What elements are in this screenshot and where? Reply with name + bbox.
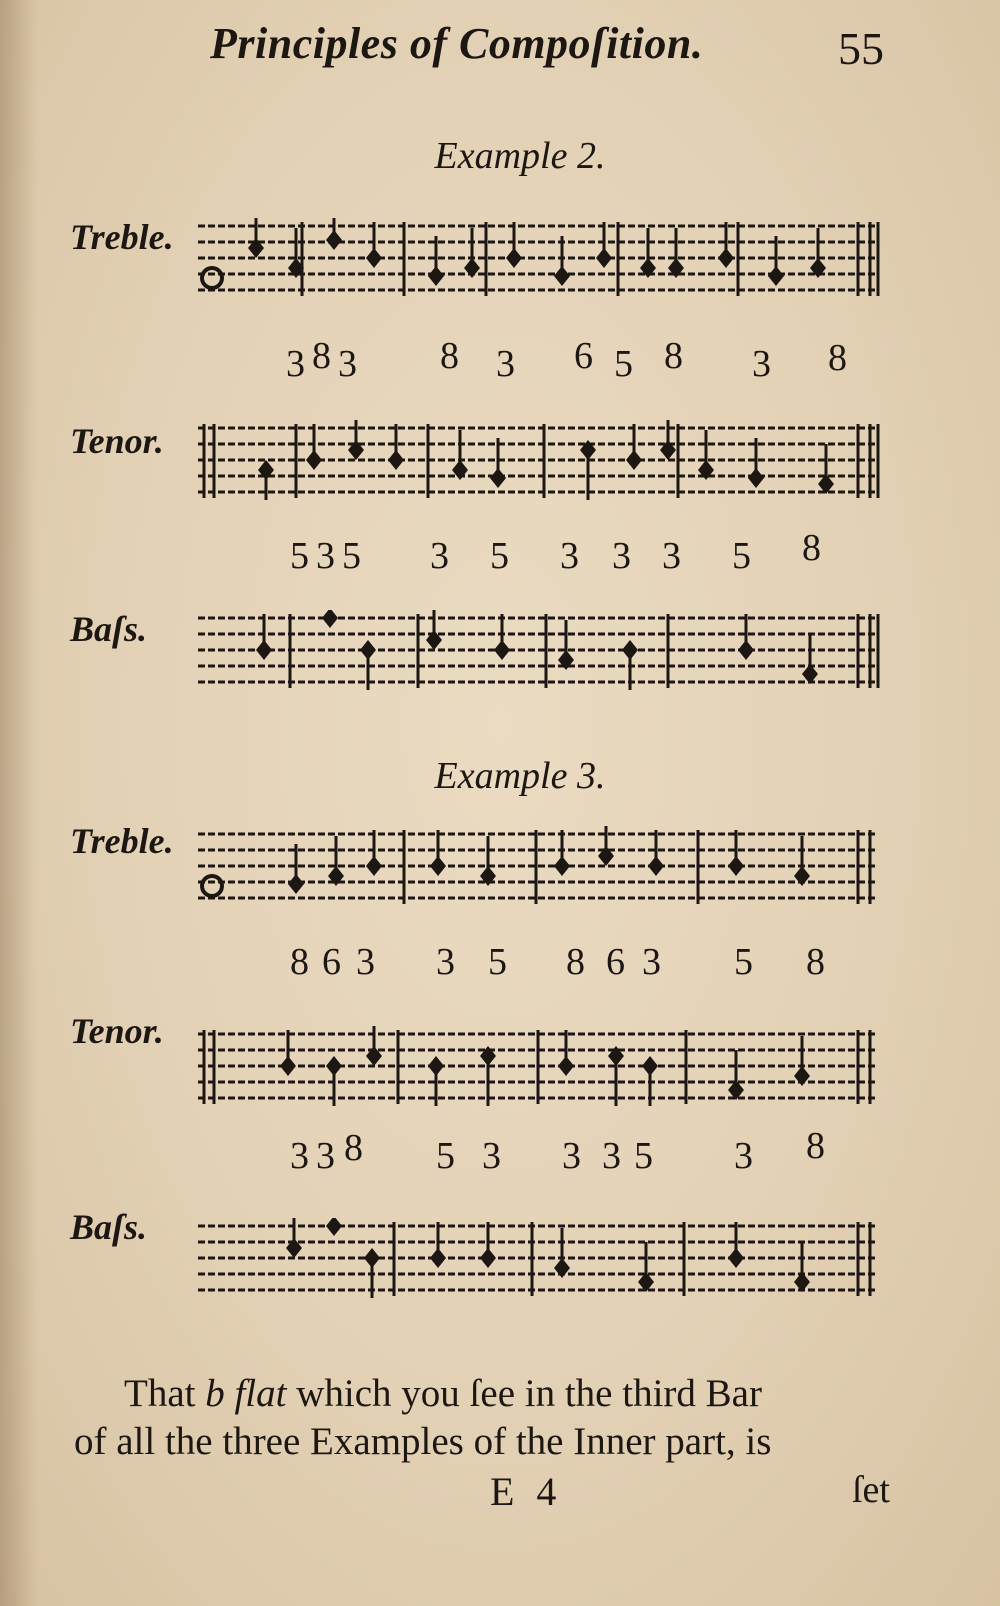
music-staff-icon — [198, 1218, 898, 1298]
figure: 8 — [440, 335, 459, 377]
example-2-tenor-label: Tenor. — [70, 421, 164, 461]
music-staff-icon — [198, 826, 898, 906]
example-2-bass-staff — [198, 610, 898, 690]
example-3-tenor-figures — [0, 1125, 1000, 1180]
music-staff-icon — [198, 218, 898, 298]
figure: 8 — [806, 941, 825, 983]
figure: 6 — [322, 941, 341, 983]
example-3-tenor-label: Tenor. — [70, 1011, 164, 1051]
figure: 3 — [562, 1135, 581, 1177]
body-text-line-2: of all the three Examples of the Inner part, is — [74, 1420, 772, 1463]
figure: 8 — [802, 527, 821, 569]
figure: 3 — [316, 535, 335, 577]
figure: 5 — [634, 1135, 653, 1177]
figure: 3 — [752, 343, 771, 385]
body-text-segment: which you ſee in the third Bar — [286, 1372, 762, 1415]
figure: 6 — [606, 941, 625, 983]
example-3-treble-figures — [0, 940, 1000, 986]
body-text-segment: That — [124, 1372, 206, 1415]
signature-mark: E 4 — [490, 1469, 563, 1514]
figure: 8 — [344, 1127, 363, 1169]
example-2-treble-staff — [198, 218, 898, 298]
music-staff-icon — [198, 610, 898, 690]
figure: 6 — [574, 335, 593, 377]
figure: 5 — [290, 535, 309, 577]
figure: 3 — [662, 535, 681, 577]
figure: 3 — [290, 1135, 309, 1177]
example-2-title: Example 2. — [434, 135, 606, 177]
figure: 3 — [430, 535, 449, 577]
music-staff-icon — [198, 420, 898, 500]
example-3-bass-staff — [198, 1218, 898, 1298]
example-2-treble-label: Treble. — [70, 217, 174, 257]
example-3-treble-label: Treble. — [70, 821, 174, 861]
example-2-tenor-figures — [0, 527, 1000, 580]
figure: 8 — [828, 337, 847, 379]
figure: 5 — [614, 343, 633, 385]
example-2-bass-label: Baſs. — [70, 609, 148, 649]
figure: 8 — [664, 335, 683, 377]
music-staff-icon — [198, 1026, 898, 1106]
body-text-italic: b flat — [205, 1372, 287, 1415]
figure: 3 — [560, 535, 579, 577]
example-3-bass-label: Baſs. — [70, 1207, 148, 1247]
example-2-tenor-staff — [198, 420, 898, 500]
example-2-treble-figures — [0, 335, 1000, 388]
figure: 8 — [566, 941, 585, 983]
figure: 5 — [488, 941, 507, 983]
figure: 5 — [342, 535, 361, 577]
example-3-treble-staff — [198, 826, 898, 906]
running-title: Principles of Compoſition. — [210, 19, 704, 68]
figure: 3 — [436, 941, 455, 983]
figure: 3 — [356, 941, 375, 983]
page-edge-shadow — [0, 0, 38, 1606]
figure: 3 — [734, 1135, 753, 1177]
figure: 3 — [316, 1135, 335, 1177]
figure: 5 — [490, 535, 509, 577]
figure: 8 — [312, 335, 331, 377]
catchword: ſet — [852, 1469, 890, 1511]
example-3-tenor-staff — [198, 1026, 898, 1106]
figure: 3 — [612, 535, 631, 577]
figure: 5 — [436, 1135, 455, 1177]
figure: 8 — [806, 1125, 825, 1167]
figure: 3 — [496, 343, 515, 385]
figure: 3 — [482, 1135, 501, 1177]
figure: 3 — [286, 343, 305, 385]
figure: 3 — [642, 941, 661, 983]
page-number: 55 — [838, 23, 884, 74]
figure: 3 — [602, 1135, 621, 1177]
figure: 5 — [732, 535, 751, 577]
figure: 8 — [290, 941, 309, 983]
figure: 3 — [338, 343, 357, 385]
body-text-line-1 — [74, 1370, 906, 1418]
figure: 5 — [734, 941, 753, 983]
example-3-title: Example 3. — [434, 755, 606, 797]
